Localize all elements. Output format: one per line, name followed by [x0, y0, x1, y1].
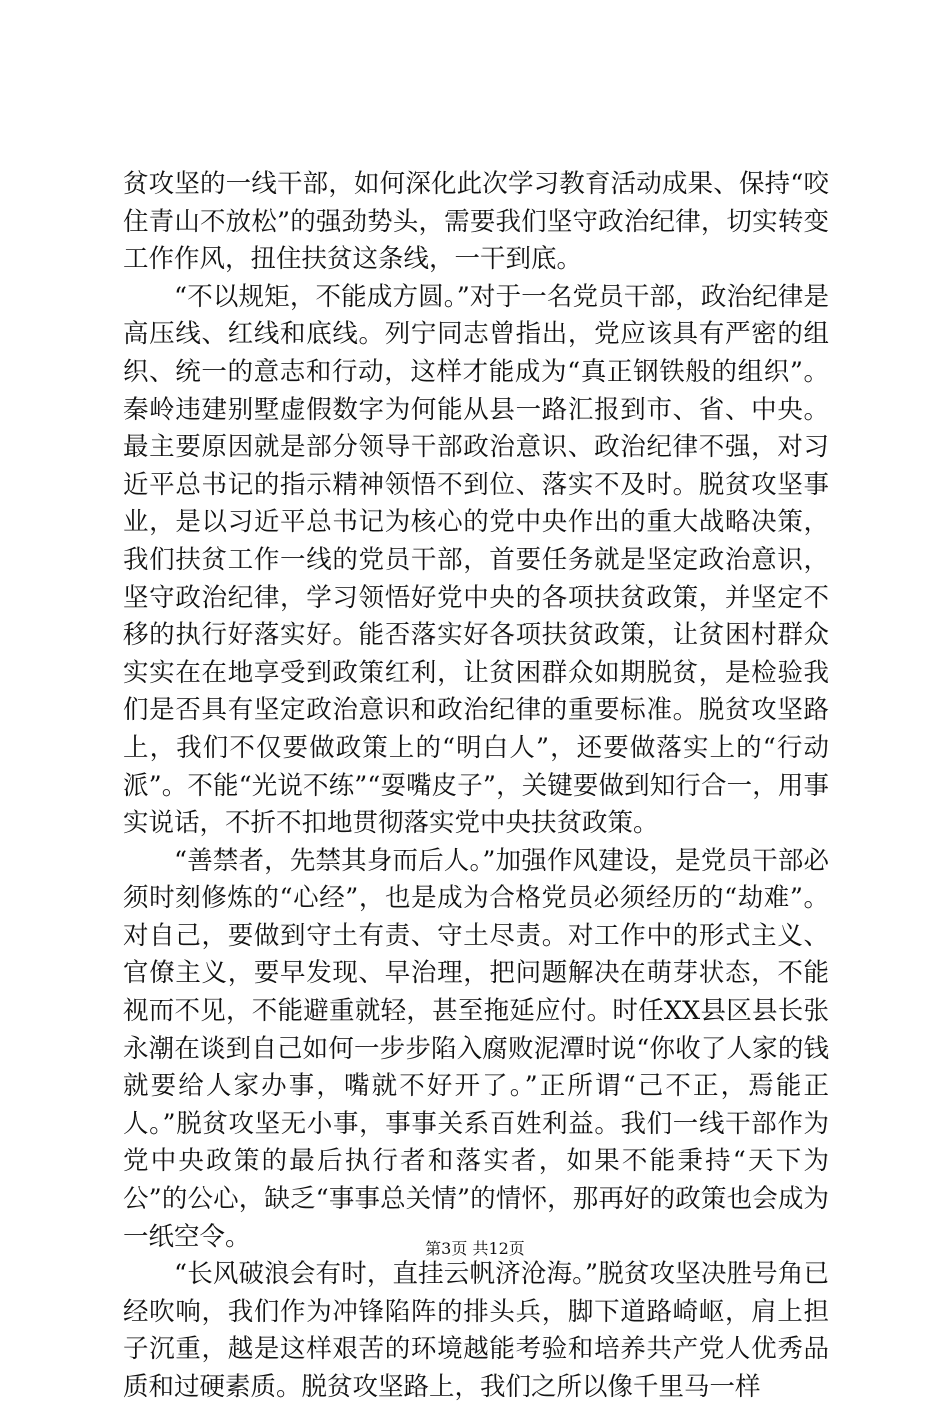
paragraph-1: 贫攻坚的一线干部，如何深化此次学习教育活动成果、保持“咬住青山不放松”的强劲势头，需要我们坚守政治纪律，切实转变工作作风，扭住扶贫这条线，一干到底。	[123, 169, 829, 275]
page-footer: 第3页 共12页	[425, 1239, 525, 1258]
document-body	[123, 166, 829, 1407]
paragraph-2: “不以规矩，不能成方圆。”对于一名党员干部，政治纪律是高压线、红线和底线。列宁同志曾指出，党应该具有严密的组织、统一的意志和行动，这样才能成为“真正钢铁般的组织”。秦岭违建别墅虚假数字为何能从县一路汇报到市、省、中央。最主要原因就是部分领导干部政治意识、政治纪律不强，对习近平总书记的指示精神领悟不到位、落实不及时。脱贫攻坚事业，是以习近平总书记为核心的党中央作出的重大战略决策，我们扶贫工作一线的党员干部，首要任务就是坚定政治意识，坚守政治纪律，学习领悟好党中央的各项扶贫政策，并坚定不移的执行好落实好。能否落实好各项扶贫政策，让贫困村群众实实在在地享受到政策红利，让贫困群众如期脱贫，是检验我们是否具有坚定政治意识和政治纪律的重要标准。脱贫攻坚路上，我们不仅要做政策上的“明白人”，还要做落实上的“行动派”。不能“光说不练”“耍嘴皮子”，关键要做到知行合一，用事实说话，不折不扣地贯彻落实党中央扶贫政策。	[123, 281, 829, 839]
paragraph-3: “善禁者，先禁其身而后人。”加强作风建设，是党员干部必须时刻修炼的“心经”，也是成为合格党员必须经历的“劫难”。对自己，要做到守土有责、守土尽责。对工作中的形式主义、官僚主义，要早发现、早治理，把问题解决在萌芽状态，不能视而不见，不能避重就轻，甚至拖延应付。时任XX县区县长张永潮在谈到自己如何一步步陷入腐败泥潭时说“你收了人家的钱就要给人家办事，嘴就不好开了。”正所谓“己不正，焉能正人。”脱贫攻坚无小事，事事关系百姓利益。我们一线干部作为党中央政策的最后执行者和落实者，如果不能秉持“天下为公”的公心，缺乏“事事总关情”的情怀，那再好的政策也会成为一纸空令。	[123, 845, 829, 1252]
paragraph-4: “长风破浪会有时，直挂云帆济沧海。”脱贫攻坚决胜号角已经吹响，我们作为冲锋陷阵的排头兵，脚下道路崎岖，肩上担子沉重，越是这样艰苦的环境越能考验和培养共产党人优秀品质和过硬素质。脱贫攻坚路上，我们之所以像千里马一样	[123, 1259, 829, 1402]
